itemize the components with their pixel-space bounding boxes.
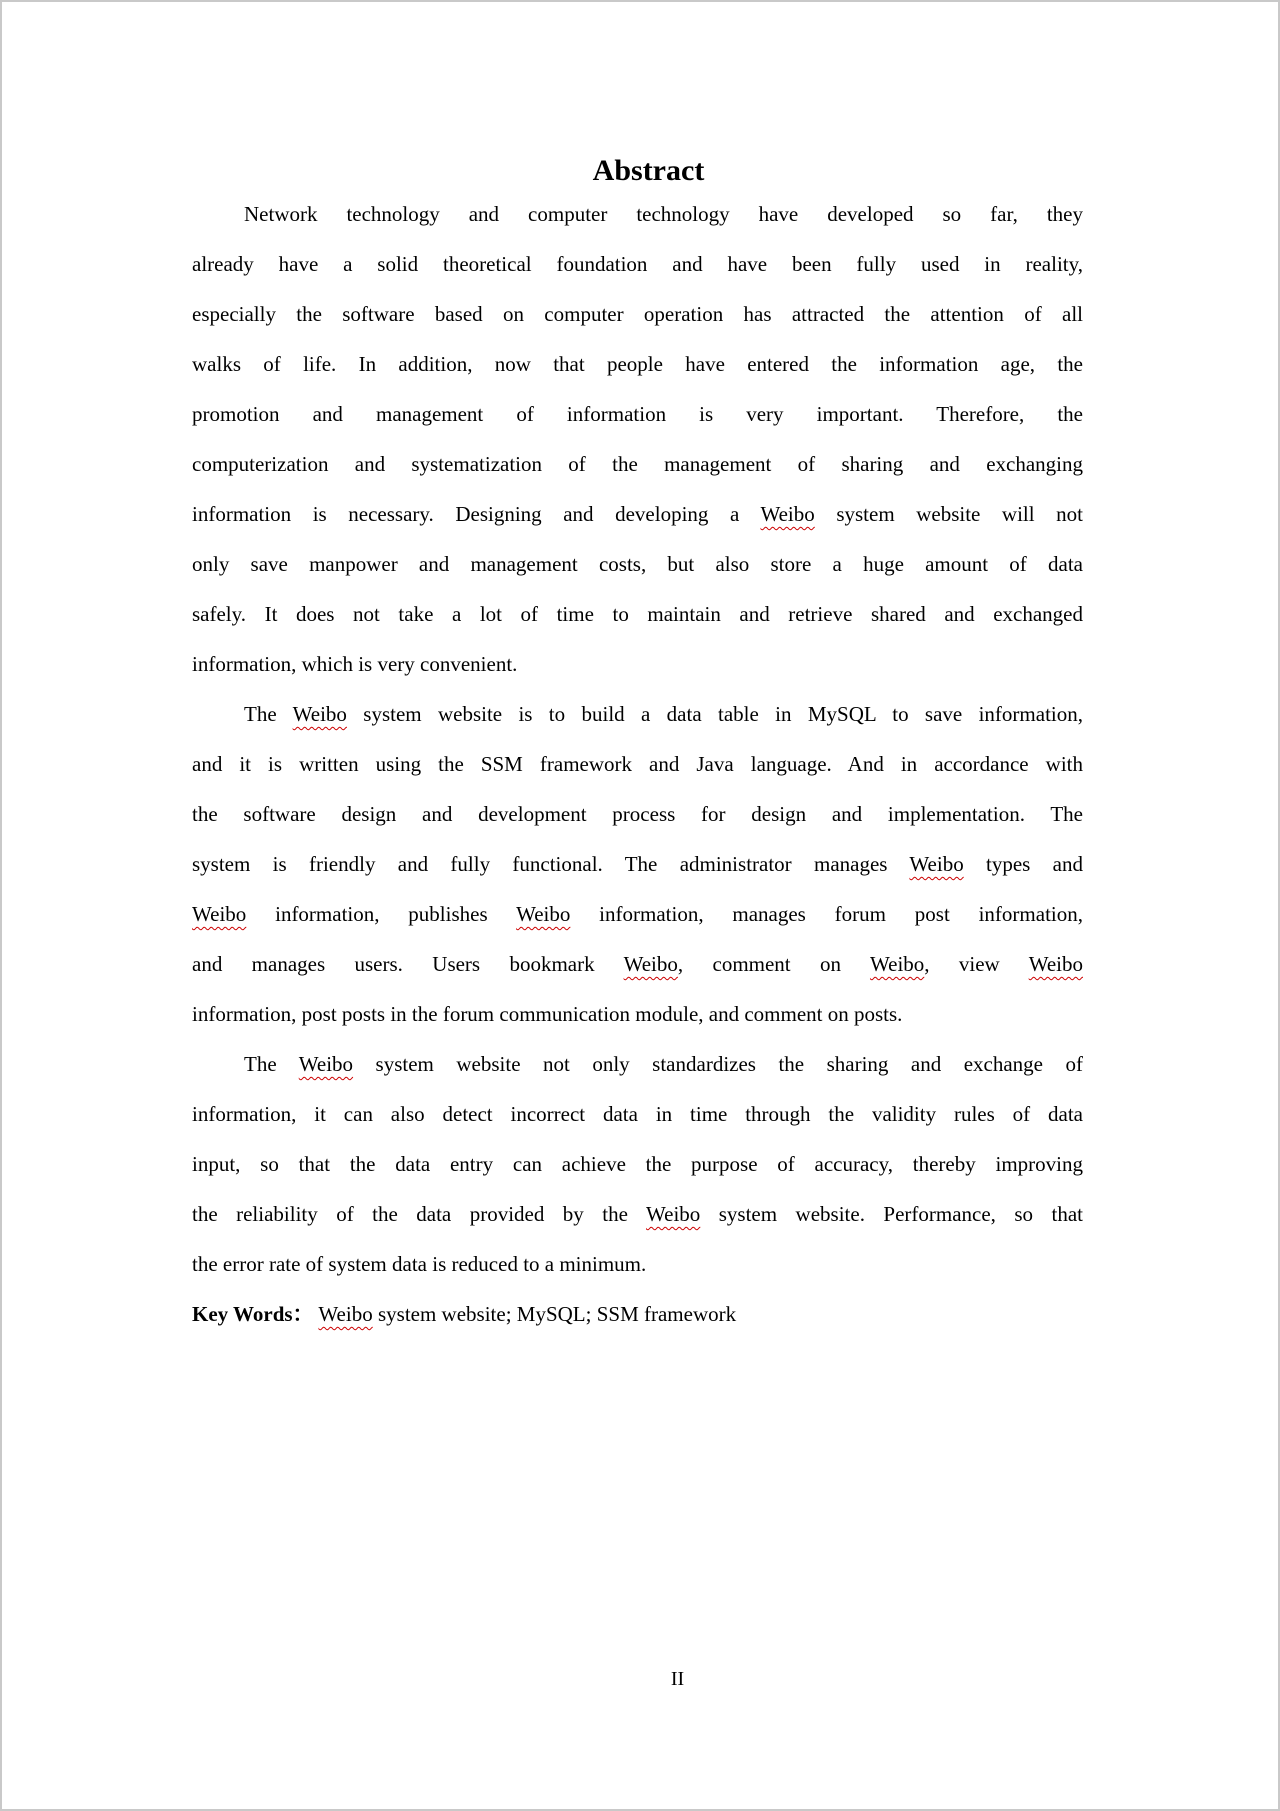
paragraph-line: information, it can also detect incorrect data in time through the validity rules of data bbox=[192, 1102, 1083, 1126]
spellcheck-underline-word: Weibo bbox=[909, 852, 964, 876]
spellcheck-underline-word: Weibo bbox=[192, 902, 247, 926]
paragraph-line: safely. It does not take a lot of time to maintain and retrieve shared and exchanged bbox=[192, 602, 1083, 626]
spellcheck-underline-word: Weibo bbox=[292, 702, 347, 726]
paragraph-line: the software design and development process for design and implementation. The bbox=[192, 802, 1083, 826]
paragraph-line: only save manpower and management costs, but also store a huge amount of data bbox=[192, 552, 1083, 576]
paragraph-line: promotion and management of information is very important. Therefore, the bbox=[192, 402, 1083, 426]
spellcheck-underline-word: Weibo bbox=[318, 1302, 373, 1326]
spellcheck-underline-word: Weibo bbox=[298, 1052, 354, 1076]
paragraph-line: computerization and systematization of the management of sharing and exchanging bbox=[192, 452, 1083, 476]
abstract-heading: Abstract bbox=[592, 154, 705, 187]
abstract-body bbox=[192, 189, 1083, 1289]
spellcheck-underline-word: Weibo bbox=[646, 1202, 701, 1226]
spellcheck-underline-word: Weibo bbox=[760, 502, 815, 526]
paragraph-line: Network technology and computer technology have developed so far, they bbox=[244, 202, 1083, 226]
paragraph-line: The Weibo system website is to build a data table in MySQL to save information, bbox=[244, 702, 1083, 726]
paragraph-line: information is necessary. Designing and developing a Weibo system website will not bbox=[192, 502, 1083, 526]
paragraph-line: input, so that the data entry can achieve the purpose of accuracy, thereby improving bbox=[192, 1152, 1083, 1176]
keywords-line bbox=[192, 1289, 1083, 1339]
paragraph-line: information, which is very convenient. bbox=[192, 652, 518, 676]
spellcheck-underline-word: Weibo bbox=[516, 902, 571, 926]
paragraph-line: information, post posts in the forum communication module, and comment on posts. bbox=[192, 1002, 903, 1026]
paragraph-line: already have a solid theoretical foundation and have been fully used in reality, bbox=[192, 252, 1083, 276]
paragraph-line: The Weibo system website not only standardizes the sharing and exchange of bbox=[244, 1052, 1083, 1076]
keywords-label: Key Words： bbox=[192, 1302, 314, 1326]
spellcheck-underline-word: Weibo bbox=[869, 952, 925, 976]
paragraph-line: and it is written using the SSM framework and Java language. And in accordance with bbox=[192, 752, 1083, 776]
paragraph-line: Weibo information, publishes Weibo information, manages forum post information, bbox=[192, 902, 1083, 926]
paragraph-line: the reliability of the data provided by the Weibo system website. Performance, so that bbox=[192, 1202, 1083, 1226]
keywords-value: Weibo system website; MySQL; SSM framework bbox=[318, 1302, 737, 1326]
paragraph-line: and manages users. Users bookmark Weibo, comment on Weibo, view Weibo bbox=[192, 952, 1083, 976]
paragraph-line: walks of life. In addition, now that people have entered the information age, the bbox=[192, 352, 1083, 376]
paragraph-line: system is friendly and fully functional. The administrator manages Weibo types and bbox=[192, 852, 1083, 876]
page-number: II bbox=[670, 1668, 685, 1690]
paragraph-line: the error rate of system data is reduced to a minimum. bbox=[192, 1252, 647, 1276]
spellcheck-underline-word: Weibo bbox=[1028, 952, 1083, 976]
spellcheck-underline-word: Weibo bbox=[623, 952, 678, 976]
paragraph-line: especially the software based on computer operation has attracted the attention of all bbox=[192, 302, 1083, 326]
